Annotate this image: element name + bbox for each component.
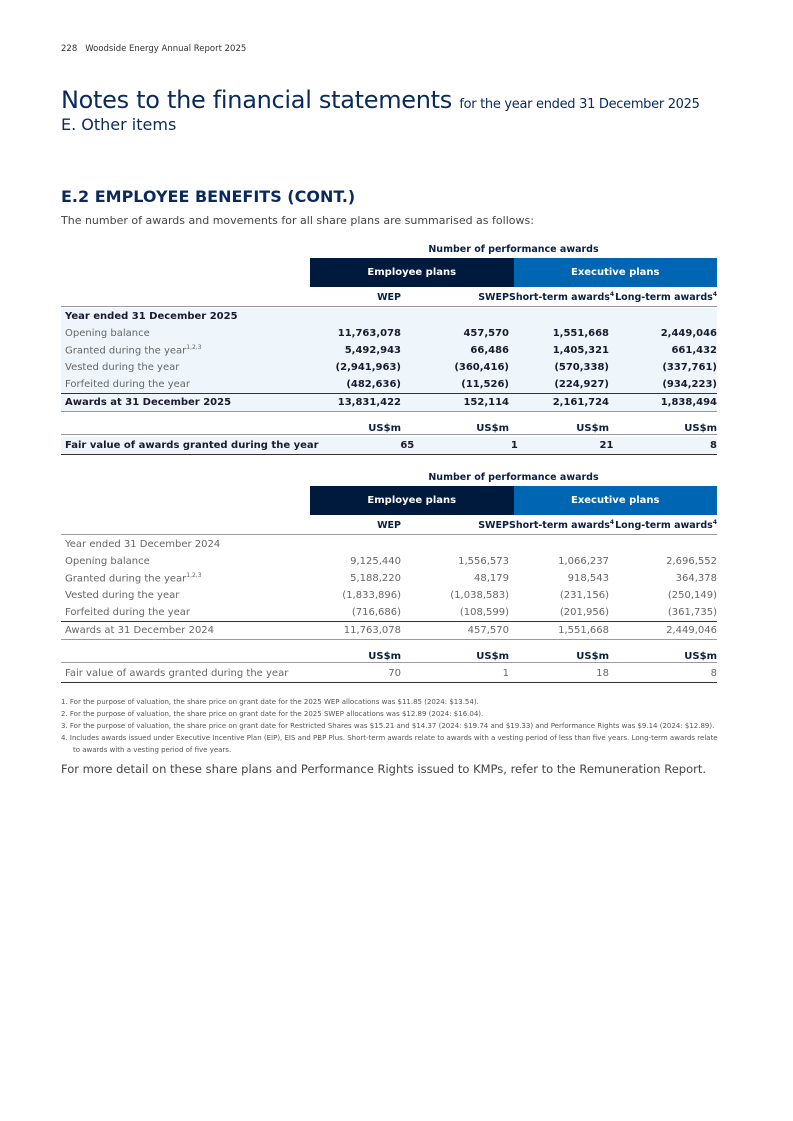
cell-value: 1 xyxy=(502,668,509,679)
cell-value: (934,223) xyxy=(662,379,717,390)
title-suffix: for the year ended 31 December 2025 xyxy=(459,97,700,112)
cell-value: 457,570 xyxy=(463,328,509,339)
footnote: 1. For the purpose of valuation, the share price on grant date for the 2025 WEP allocations was $11.85 (2024: $13.54). xyxy=(61,698,479,706)
footnote-ref: 4 xyxy=(609,518,615,526)
row-label-text: Forfeited during the year xyxy=(65,607,191,618)
cell-value: 66,486 xyxy=(470,345,509,356)
row-label: Awards at 31 December 2025 xyxy=(65,397,232,408)
cell-value: 2,449,046 xyxy=(666,625,717,636)
cell-value: 8 xyxy=(710,668,717,679)
column-headers xyxy=(61,516,717,535)
intro-text: The number of awards and movements for all share plans are summarised as follows: xyxy=(61,214,534,227)
footnote: 2. For the purpose of valuation, the share price on grant date for the 2025 SWEP allocations was $12.89 (2024: $16.04). xyxy=(61,710,484,718)
cell-value: 918,543 xyxy=(567,573,609,584)
row-label-text: Vested during the year xyxy=(65,590,180,601)
unit-label: US$m xyxy=(576,423,609,434)
cell-value: (716,686) xyxy=(351,607,401,618)
cell-value: 1,551,668 xyxy=(552,328,609,339)
cell-value: (108,599) xyxy=(459,607,509,618)
table-row xyxy=(61,376,717,393)
cell-value: 8 xyxy=(710,440,717,451)
col-short-term xyxy=(509,291,613,303)
col-swep: SWEP xyxy=(478,291,509,303)
footnote-ref: 4 xyxy=(712,518,717,526)
footnote-ref: 4 xyxy=(609,290,615,298)
page-title xyxy=(61,86,700,114)
group-employee-plans: Employee plans xyxy=(310,486,514,515)
footnote: 4. Includes awards issued under Executive Incentive Plan (EIP), EIS and PBP Plus. Short-term awards relate to awards with a vesting period of less than five years. Long-term awards relate to awards with a vesting period of five years. xyxy=(61,734,718,754)
table-row xyxy=(61,342,717,359)
year-label: Year ended 31 December 2024 xyxy=(65,539,221,550)
table-row xyxy=(61,570,717,587)
row-label-text: Granted during the year xyxy=(65,345,187,357)
cell-value: 1,556,573 xyxy=(458,556,509,567)
col-long-term xyxy=(613,519,717,531)
col-long-term xyxy=(613,291,717,303)
cell-value: 48,179 xyxy=(474,573,509,584)
cell-value: 1,066,237 xyxy=(558,556,609,567)
row-label xyxy=(61,362,301,373)
cell-value: (1,038,583) xyxy=(450,590,509,601)
cell-value: 11,763,078 xyxy=(343,625,401,636)
cell-value: 1,551,668 xyxy=(558,625,609,636)
footnote-ref: 1,2,3 xyxy=(186,344,202,352)
group-header xyxy=(310,486,717,515)
group-header xyxy=(310,258,717,287)
cell-value: (2,941,963) xyxy=(335,362,401,373)
cell-value: 2,161,724 xyxy=(552,397,609,408)
cell-value: 1 xyxy=(510,440,518,451)
page-header xyxy=(61,44,254,54)
col-short-term xyxy=(509,519,613,531)
report-name: Woodside Energy Annual Report 2025 xyxy=(85,44,247,54)
page-subtitle: E. Other items xyxy=(61,115,177,134)
cell-value: (570,338) xyxy=(554,362,609,373)
table-row xyxy=(61,604,717,621)
section-heading: E.2 EMPLOYEE BENEFITS (CONT.) xyxy=(61,187,356,206)
row-label-text: Granted during the year xyxy=(65,573,187,585)
col-swep: SWEP xyxy=(478,519,509,531)
cell-value: 364,378 xyxy=(675,573,717,584)
unit-row xyxy=(61,416,717,435)
row-label xyxy=(61,556,301,567)
unit-label: US$m xyxy=(476,651,509,662)
row-label xyxy=(61,344,301,356)
cell-value: 1,405,321 xyxy=(552,345,609,356)
cell-value: 11,763,078 xyxy=(337,328,401,339)
unit-label: US$m xyxy=(684,651,717,662)
cell-value: 2,696,552 xyxy=(666,556,717,567)
row-label xyxy=(61,328,301,339)
cell-value: 1,838,494 xyxy=(660,397,717,408)
cell-value: 9,125,440 xyxy=(350,556,401,567)
cell-value: 152,114 xyxy=(463,397,509,408)
table-body xyxy=(61,536,717,640)
year-label-row xyxy=(61,308,717,325)
year-label: Year ended 31 December 2025 xyxy=(65,311,238,322)
cell-value: 70 xyxy=(388,668,401,679)
title-main: Notes to the financial statements xyxy=(61,86,452,114)
cell-value: 13,831,422 xyxy=(337,397,401,408)
cell-value: 5,188,220 xyxy=(350,573,401,584)
table-row xyxy=(61,587,717,604)
group-executive-plans: Executive plans xyxy=(514,486,718,515)
cell-value: 2,449,046 xyxy=(660,328,717,339)
cell-value: (250,149) xyxy=(667,590,717,601)
fair-value-row xyxy=(61,437,717,455)
footnote-ref: 4 xyxy=(712,290,717,298)
row-label xyxy=(61,572,301,584)
cell-value: 661,432 xyxy=(671,345,717,356)
cell-value: 65 xyxy=(400,440,415,451)
page-number: 228 xyxy=(61,44,78,54)
row-label-text: Forfeited during the year xyxy=(65,379,191,390)
awards-table-2025 xyxy=(61,244,717,460)
table-caption: Number of performance awards xyxy=(428,244,599,255)
total-row xyxy=(61,621,717,640)
group-executive-plans: Executive plans xyxy=(514,258,718,287)
unit-label: US$m xyxy=(476,423,509,434)
table-row xyxy=(61,553,717,570)
cell-value: 18 xyxy=(596,668,609,679)
table-body xyxy=(61,308,717,412)
table-row xyxy=(61,325,717,342)
col-wep: WEP xyxy=(377,291,401,303)
awards-table-2024 xyxy=(61,472,717,688)
col-label: Short-term awards xyxy=(509,292,610,304)
total-row xyxy=(61,393,717,412)
row-label: Fair value of awards granted during the year xyxy=(65,440,319,451)
row-label xyxy=(61,379,301,390)
cell-value: (224,927) xyxy=(554,379,609,390)
cell-value: (11,526) xyxy=(461,379,509,390)
footnotes xyxy=(61,696,721,756)
row-label xyxy=(61,607,301,618)
cell-value: 457,570 xyxy=(467,625,509,636)
cell-value: 21 xyxy=(599,440,614,451)
row-label: Awards at 31 December 2024 xyxy=(65,625,215,636)
col-label: Short-term awards xyxy=(509,520,610,532)
group-employee-plans: Employee plans xyxy=(310,258,514,287)
unit-label: US$m xyxy=(368,651,401,662)
footer-text: For more detail on these share plans and Performance Rights issued to KMPs, refer to the Remuneration Report. xyxy=(61,762,707,776)
col-label: Long-term awards xyxy=(615,292,713,304)
unit-label: US$m xyxy=(368,423,401,434)
row-label-text: Vested during the year xyxy=(65,362,180,373)
fair-value-row xyxy=(61,665,717,683)
year-label-row xyxy=(61,536,717,553)
unit-label: US$m xyxy=(684,423,717,434)
cell-value: 5,492,943 xyxy=(344,345,401,356)
row-label xyxy=(61,590,301,601)
unit-row xyxy=(61,644,717,663)
cell-value: (337,761) xyxy=(662,362,717,373)
cell-value: (482,636) xyxy=(346,379,401,390)
table-caption: Number of performance awards xyxy=(428,472,599,483)
footnote-ref: 1,2,3 xyxy=(186,572,202,580)
column-headers xyxy=(61,288,717,307)
col-wep: WEP xyxy=(377,519,401,531)
row-label-text: Opening balance xyxy=(65,556,150,567)
table-row xyxy=(61,359,717,376)
row-label: Fair value of awards granted during the year xyxy=(65,668,289,679)
footnote: 3. For the purpose of valuation, the share price on grant date for Restricted Shares was $15.21 and $14.37 (2024: $19.74 and $19.33) and Performance Rights was $9.14 (2024: $12.89). xyxy=(61,722,715,730)
cell-value: (360,416) xyxy=(454,362,509,373)
unit-label: US$m xyxy=(576,651,609,662)
row-label-text: Opening balance xyxy=(65,328,150,339)
cell-value: (1,833,896) xyxy=(342,590,401,601)
col-label: Long-term awards xyxy=(615,520,713,532)
cell-value: (361,735) xyxy=(667,607,717,618)
cell-value: (231,156) xyxy=(559,590,609,601)
cell-value: (201,956) xyxy=(559,607,609,618)
